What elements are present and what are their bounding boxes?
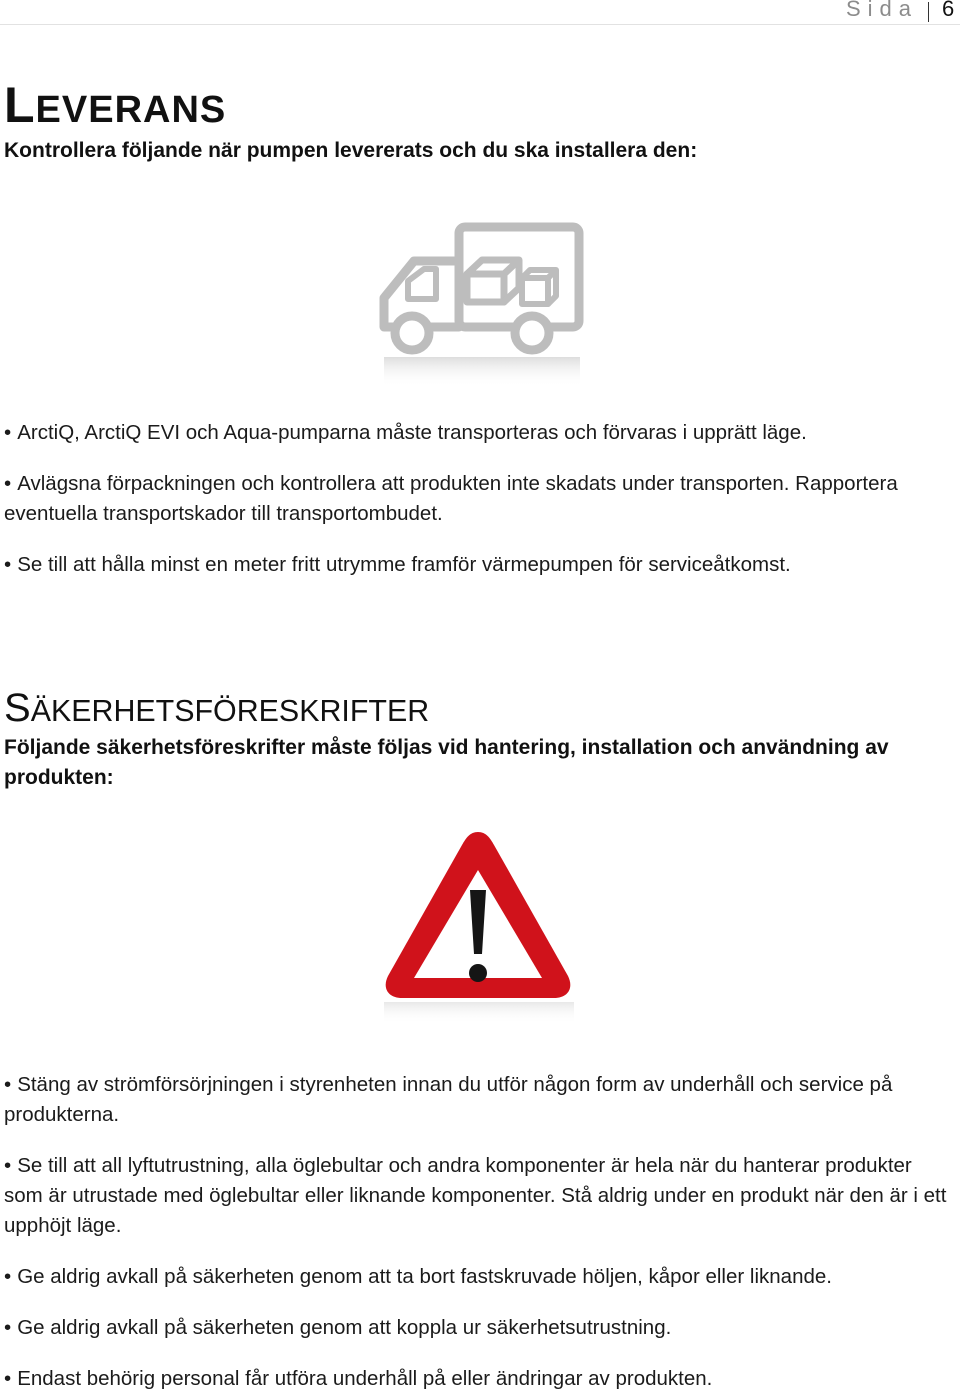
page-separator xyxy=(928,2,929,22)
delivery-truck-icon xyxy=(372,214,592,394)
bullet-icon: • xyxy=(4,1367,12,1390)
bullet-icon: • xyxy=(4,421,12,444)
list-item: • Endast behörig personal får utföra underhåll på eller ändringar av produkten. xyxy=(4,1367,713,1390)
bullet-icon: • xyxy=(4,553,12,576)
list-item: • Avlägsna förpackningen och kontrollera att produkten inte skadats under transporten. Rapportera eventuella transportskador till transportombudet. xyxy=(4,472,898,525)
list-item: • Ge aldrig avkall på säkerheten genom att ta bort fastskruvade höljen, kåpor eller liknande. xyxy=(4,1265,832,1288)
section-title-sakerhet xyxy=(4,686,429,731)
title-rest: EVERANS xyxy=(35,89,227,131)
list-item: • Ge aldrig avkall på säkerheten genom att koppla ur säkerhetsutrustning. xyxy=(4,1316,672,1339)
list-item: • Stäng av strömförsörjningen i styrenheten innan du utför någon form av underhåll och service på produkterna. xyxy=(4,1073,893,1126)
bullet-icon: • xyxy=(4,472,12,495)
bullet-icon: • xyxy=(4,1265,12,1288)
page-label: Sida xyxy=(845,0,918,21)
title-rest: ÄKERHETSFÖRESKRIFTER xyxy=(30,694,430,728)
page-number: 6 xyxy=(942,0,955,21)
bullet-icon: • xyxy=(4,1316,12,1339)
title-initial: S xyxy=(4,686,31,730)
section-title-leverans xyxy=(4,76,226,134)
warning-triangle-icon xyxy=(376,826,581,1031)
list-item: • Se till att all lyftutrustning, alla öglebultar och andra komponenter är hela när du hanterar produkter som är utrustade med öglebultar eller liknande komponenter. Stå aldrig under en produkt när den är i ett upphöjt läge. xyxy=(4,1154,947,1237)
bullet-icon: • xyxy=(4,1154,12,1177)
bullet-icon: • xyxy=(4,1073,12,1096)
list-item: • Se till att hålla minst en meter fritt utrymme framför värmepumpen för serviceåtkomst. xyxy=(4,553,791,576)
sakerhet-lead: Följande säkerhetsföreskrifter måste följas vid hantering, installation och användning av produkten: xyxy=(4,736,889,789)
page-header xyxy=(0,0,960,25)
list-item: • ArctiQ, ArctiQ EVI och Aqua-pumparna måste transporteras och förvaras i upprätt läge. xyxy=(4,421,807,444)
title-initial: L xyxy=(4,77,36,133)
leverans-lead: Kontrollera följande när pumpen levererats och du ska installera den: xyxy=(4,139,698,162)
